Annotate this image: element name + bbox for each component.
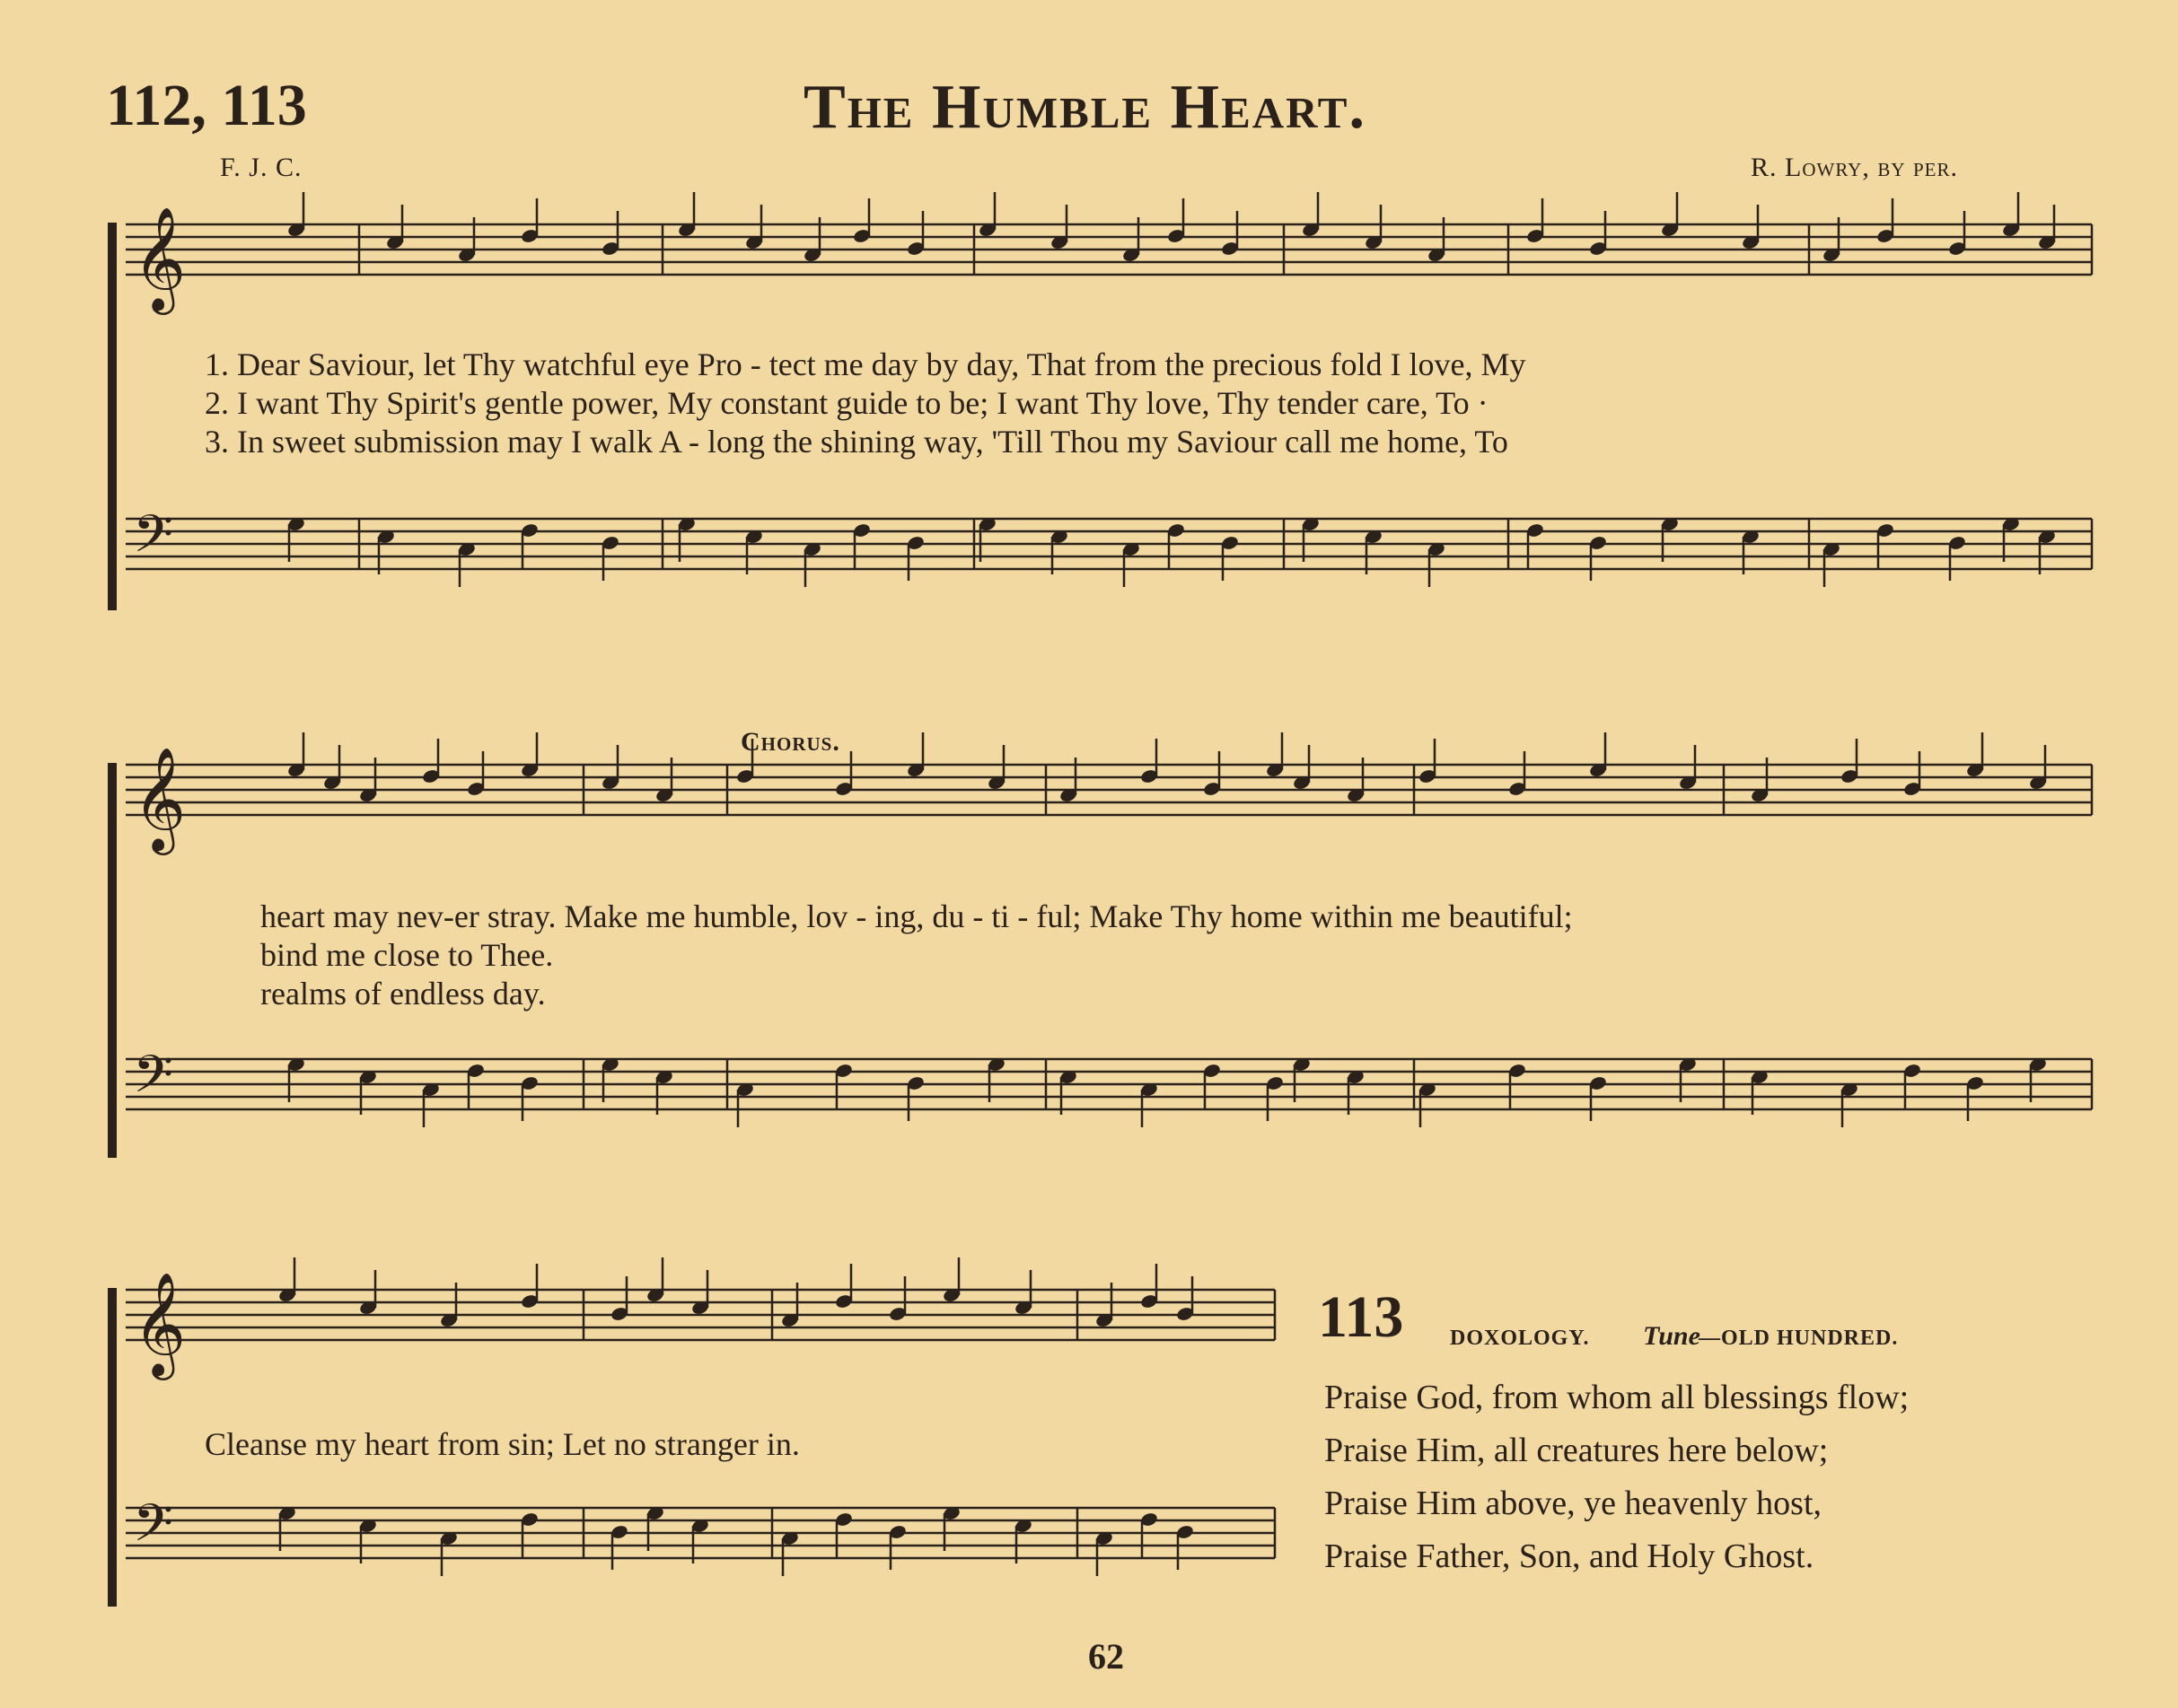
treble-clef: 𝄞 bbox=[133, 746, 187, 851]
system3-line-1: Cleanse my heart from sin; Let no stranger in. bbox=[205, 1426, 800, 1462]
tune-label: Tune bbox=[1643, 1321, 1700, 1351]
system2-line-3: realms of endless day. bbox=[260, 976, 546, 1012]
verse-1-line: 1. Dear Saviour, let Thy watchful eye Pro - tect me day by day, That from the precious fold I love, My bbox=[205, 346, 1526, 382]
doxology-label: DOXOLOGY. bbox=[1450, 1327, 1590, 1350]
system-2-treble-staff bbox=[126, 765, 2092, 815]
system-3-brace bbox=[108, 1288, 117, 1607]
page-number: 62 bbox=[1088, 1636, 1124, 1677]
music-credit: R. Lowry, by per. bbox=[1751, 153, 1959, 182]
system-2-brace bbox=[108, 763, 117, 1158]
bass-clef: 𝄢 bbox=[133, 1493, 174, 1566]
system-1-brace bbox=[108, 223, 117, 610]
tune-name: —OLD HUNDRED. bbox=[1699, 1327, 1899, 1350]
system2-line-1: heart may nev-er stray. Make me humble, lov - ing, du - ti - ful; Make Thy home within me beautiful; bbox=[260, 898, 1573, 934]
treble-clef: 𝄞 bbox=[133, 1271, 187, 1376]
doxology-number: 113 bbox=[1318, 1284, 1404, 1350]
chorus-label: Chorus. bbox=[741, 727, 840, 757]
treble-clef: 𝄞 bbox=[133, 206, 187, 311]
doxology-line-4: Praise Father, Son, and Holy Ghost. bbox=[1324, 1537, 1814, 1575]
words-credit: F. J. C. bbox=[220, 153, 303, 182]
bass-clef: 𝄢 bbox=[133, 504, 174, 577]
doxology-line-2: Praise Him, all creatures here below; bbox=[1324, 1432, 1829, 1469]
doxology-line-3: Praise Him above, ye heavenly host, bbox=[1324, 1485, 1822, 1522]
bass-clef: 𝄢 bbox=[133, 1044, 174, 1117]
system-2-bass-staff bbox=[126, 1059, 2092, 1109]
system2-line-2: bind me close to Thee. bbox=[260, 937, 554, 973]
system-1-bass-staff bbox=[126, 519, 2092, 569]
verse-2-line: 2. I want Thy Spirit's gentle power, My constant guide to be; I want Thy love, Thy tender care, To · bbox=[205, 385, 1489, 421]
verse-3-line: 3. In sweet submission may I walk A - long the shining way, 'Till Thou my Saviour call me home, To bbox=[205, 424, 1508, 460]
page-title: The Humble Heart. bbox=[804, 73, 1366, 142]
doxology-line-1: Praise God, from whom all blessings flow; bbox=[1324, 1379, 1910, 1416]
hymn-numbers: 112, 113 bbox=[106, 73, 307, 138]
system-1-treble-staff bbox=[126, 224, 2092, 275]
